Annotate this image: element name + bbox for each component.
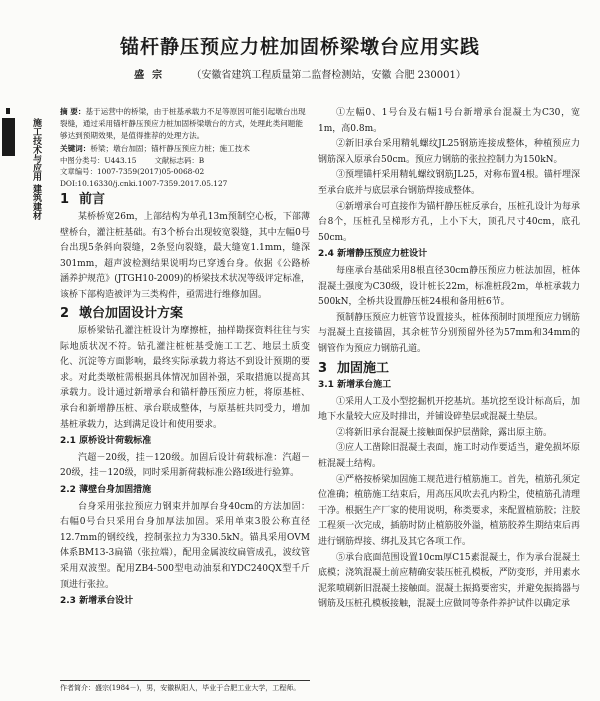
paragraph: ③预埋锚杆采用精轧螺纹钢筋JL25，对称布置4根。锚杆埋深至承台底并与底层承台钢筋焊接成整体。: [318, 170, 580, 196]
keywords: [60, 143, 310, 155]
subsection-heading: 2.4 新增静压预应力桩设计: [318, 249, 428, 260]
paragraph: ④新增承台可直接作为锚杆静压桩反承台，压桩孔设计为每承台8个，压桩孔呈梯形方孔，上小下大，顶孔尺寸40cm，底孔50cm。: [318, 201, 580, 243]
article-meta: [60, 155, 310, 190]
paragraph: ③应人工凿除旧混凝土表面，施工时动作要适当，避免损坏原桩混凝土结构。: [318, 443, 580, 470]
doc-code: 文献标志码：B: [154, 155, 205, 165]
section-heading: 3 加固施工: [318, 360, 390, 376]
subsection-heading: 3.1 新增承台施工: [318, 380, 392, 391]
abstract-label: 摘 要：: [60, 107, 86, 116]
subsection-heading: 2.1 原桥设计荷载标准: [60, 436, 152, 447]
paragraph: ②将新旧承台混凝土接触面保护层凿除，露出原主筋。: [336, 427, 553, 438]
paper-title: 锚杆静压预应力桩加固桥梁墩台应用实践: [119, 36, 480, 58]
sidebar-mark: [6, 108, 10, 114]
section-heading: 2 墩台加固设计方案: [60, 306, 184, 322]
paragraph: 台身采用张拉预应力钢束并加厚台身40cm的方法加固：右幅0号台只采用台身加厚法加固。采用单束3股公称直径12.7mm的钢绞线，控制张拉力为330.5kN。锚具采用OVM体系BM13-3扁锚（张拉端），配用金属波纹扁管成孔，波纹管采用双波型。配用ZB4-500型电动油泵和YDC240QX型千斤顶进行张拉。: [60, 501, 310, 590]
paragraph: ①采用人工及小型挖掘机开挖基坑。基坑挖至设计标高后，加地下水量较大应及时排出，并铺设碎垫层或混凝土垫层。: [318, 396, 580, 423]
sidebar-bar: [2, 118, 15, 156]
paragraph: ①左幅0、1号台及右幅1号台新增承台混凝土为C30，宽1m，高0.8m。: [318, 108, 580, 134]
sidebar-column-label: 施工技术与应用 建筑建材: [31, 118, 41, 221]
author-footnote: 作者简介：盛宗(1984－)，男，安徽枞阳人，毕业于合肥工业大学，工程师。: [60, 680, 310, 693]
paragraph: ④严格按桥梁加固施工规范进行植筋施工。首先，植筋孔须定位准确；植筋施工结束后，用高压风吹去孔内粉尘，使植筋孔清理干净。根据生产厂家的使用说明，称类要求，来配置植筋胶；注胶工程须一次完成，插筋时防止植筋胶外溢，植筋胶养生期结束后再进行钢筋焊接、绑扎及其它各项工作。: [318, 474, 580, 548]
author-affiliation: （安徽省建筑工程质量第二监督检测站，安徽 合肥 230001）: [191, 70, 466, 81]
abstract: [60, 106, 310, 143]
subsection-heading: 2.3 新增承台设计: [60, 596, 134, 607]
keywords-label: 关键词：: [60, 143, 91, 153]
right-column: [318, 106, 580, 613]
subsection-heading: 2.2 薄壁台身加固措施: [60, 485, 152, 495]
section-heading: 1 前言: [60, 192, 106, 208]
paragraph: 原桥梁钻孔灌注桩设计为摩擦桩，抽样勘探资料往往与实际地质状况不符。钻孔灌注桩桩基受施工工艺、地层土质变化、沉淀等方面影响，最终实际承载力将达不到设计预期的要求。对此类墩桩需根据具体情况加固补强，采取措施以提高其承载力。设计通过新增承台和锚杆静压预应力桩，将原基桩、承台和新增静压桩、承台联成整体，与原基桩共同受力，增加基桩承载力，达到满足设计和使用要求。: [60, 326, 310, 430]
author-line: [0, 66, 600, 81]
paragraph: 每座承台基础采用8根直径30cm静压预应力桩法加固，桩体混凝土强度为C30级，设计桩长22m，标准桩段2m，单桩承载力500kN，全桥共设置静压桩24根和备用桩6节。: [318, 265, 580, 308]
paragraph: 预制静压预应力桩管节设置接头，桩体预制时顶埋预应力钢筋与混凝土直接锚固，其余桩节分别预留外径为57mm和34mm的钢管作为预应力钢筋孔道。: [318, 312, 580, 354]
abstract-text: 基于运营中的桥梁，由于桩基承载力不足等原因可能引起墩台出现裂缝，通过采用锚杆静压预应力桩加固桥梁墩台的方式，处理此类问题能够达到预期效果，是值得推荐的处理方法。: [60, 107, 306, 141]
clc-number: 中图分类号：U443.15: [60, 155, 137, 165]
doi: DOI:10.16330/j.cnki.1007-7359.2017.05.127: [60, 178, 228, 188]
keywords-text: 桥梁；墩台加固；锚杆静压预应力桩；施工技术: [90, 143, 250, 153]
paragraph: ②新旧承台采用精轧螺纹JL25钢筋连接成整体，种植预应力钢筋深入原承台50cm。预应力钢筋的张拉控制力为150kN。: [318, 139, 580, 165]
author-name: 盛宗: [134, 70, 171, 81]
paragraph: 汽超－20级，挂－120级。加固后设计荷载标准：汽超－20级，挂－120级，同时采用新荷载标准公路Ⅰ级进行验算。: [60, 452, 310, 479]
left-column: [60, 106, 310, 611]
paragraph: ⑤承台底面范围设置10cm厚C15素混凝土，作为承台混凝土底模；浇筑混凝土前应精确安装压桩孔模板，严防变形，并用素水泥浆喷刷新旧混凝土接触面。混凝土振捣要密实，并避免振捣器与钢筋及压桩孔模板接触，混凝土应做同等条件养护试件以确定承: [318, 552, 580, 610]
article-number: 文章编号：1007-7359(2017)05-0068-02: [60, 167, 205, 177]
paragraph: 某桥桥宽26m，上部结构为单孔13m预制空心板，下部薄壁桥台，灌注桩基础。有3个桥台出现较宽裂缝，其中左幅0号台出现5条斜向裂缝，2条竖向裂缝，最大缝宽1.1mm，缝深301mm，超声波检测结果说明均已穿透台身。依据《公路桥涵养护规范》(JTGH10-2009)的桥梁技术状况等级评定标准，该桥下部构造被评为三类构件，亟需进行维修加固。: [60, 211, 310, 300]
